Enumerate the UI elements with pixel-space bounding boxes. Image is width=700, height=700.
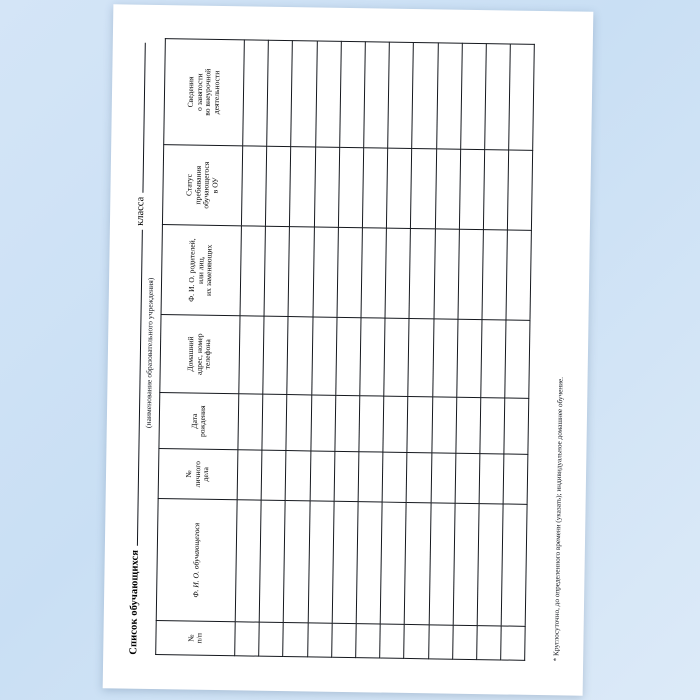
table-cell[interactable]	[360, 318, 385, 396]
table-cell[interactable]	[259, 622, 284, 656]
table-cell[interactable]	[361, 228, 387, 318]
table-cell[interactable]	[460, 43, 486, 149]
table-cell[interactable]	[387, 148, 412, 228]
table-footnote: * Круглосуточно, до определенного времени (указать); индивидуальное домашнее обучение.	[552, 376, 565, 662]
table-cell[interactable]	[266, 146, 291, 226]
table-cell[interactable]	[404, 624, 429, 658]
column-header-num	[156, 621, 236, 656]
column-header-fio-line-1: Ф. И. О. обучающегося	[190, 522, 202, 598]
table-cell[interactable]	[477, 504, 503, 626]
heading-rule-class	[134, 43, 145, 193]
table-cell[interactable]	[262, 394, 287, 450]
table-cell[interactable]	[405, 502, 431, 624]
table-cell[interactable]	[383, 396, 408, 452]
table-cell[interactable]	[313, 227, 339, 317]
table-cell[interactable]	[384, 318, 409, 396]
table-cell[interactable]	[311, 317, 336, 395]
page-title: Список обучающихся	[128, 549, 141, 655]
table-cell[interactable]	[290, 147, 315, 227]
table-cell[interactable]	[456, 319, 481, 397]
column-header-birth-date	[159, 393, 239, 450]
table-cell[interactable]	[385, 228, 411, 318]
table-cell[interactable]	[263, 316, 288, 394]
table-cell[interactable]	[485, 44, 511, 150]
heading-class-label: класса	[134, 196, 147, 226]
table-cell[interactable]	[388, 42, 414, 148]
table-body	[235, 40, 535, 660]
table-cell[interactable]	[336, 317, 361, 395]
table-cell[interactable]	[459, 149, 484, 229]
table-cell[interactable]	[291, 41, 317, 147]
table-cell[interactable]	[315, 41, 341, 147]
heading-rule-institution	[129, 230, 143, 546]
column-header-address-phone-line-1: Домашний	[185, 336, 196, 372]
table-cell[interactable]	[503, 454, 528, 504]
table-cell[interactable]	[429, 503, 455, 625]
table-cell[interactable]	[264, 226, 290, 316]
table-cell[interactable]	[479, 454, 504, 504]
table-cell[interactable]	[235, 500, 261, 622]
column-header-birth-date-line-2: рождения	[197, 405, 208, 438]
table-cell[interactable]	[453, 503, 479, 625]
column-header-address-phone-line-2: адрес, номер	[194, 333, 204, 375]
table-cell[interactable]	[482, 230, 508, 320]
table-cell[interactable]	[337, 227, 363, 317]
table-cell[interactable]	[455, 453, 480, 503]
table-cell[interactable]	[286, 395, 311, 451]
table-cell[interactable]	[501, 626, 526, 660]
column-header-num-line-2: п/п	[194, 632, 204, 644]
table-cell[interactable]	[406, 452, 431, 502]
table-cell[interactable]	[339, 41, 365, 147]
table-cell[interactable]	[241, 146, 266, 226]
column-header-parents-line-2: или лиц,	[195, 256, 206, 285]
table-cell[interactable]	[243, 40, 269, 146]
column-header-status-line-3: обучающегося	[201, 161, 211, 209]
column-header-extracurricular-line-2: о занятости	[194, 73, 204, 111]
table-cell[interactable]	[407, 396, 432, 452]
students-table	[155, 38, 535, 661]
table-cell[interactable]	[284, 501, 310, 623]
table-cell[interactable]	[334, 451, 359, 501]
column-header-status-line-2: пребывания	[192, 165, 203, 205]
column-header-parents	[161, 225, 241, 316]
form-body	[117, 22, 579, 677]
column-header-personal-file-line-3: дела	[201, 467, 211, 482]
table-cell[interactable]	[452, 625, 477, 659]
table-cell[interactable]	[356, 624, 381, 658]
table-cell[interactable]	[338, 147, 363, 227]
table-cell[interactable]	[504, 398, 529, 454]
column-header-extracurricular-line-3: во внеурочной	[202, 68, 213, 116]
table-cell[interactable]	[458, 229, 484, 319]
table-cell[interactable]	[428, 625, 453, 659]
table-cell[interactable]	[310, 395, 335, 451]
table-cell[interactable]	[509, 44, 535, 150]
table-cell[interactable]	[507, 150, 532, 230]
table-cell[interactable]	[310, 451, 335, 501]
table-cell[interactable]	[308, 501, 334, 623]
paper-sheet	[103, 4, 594, 695]
table-cell[interactable]	[314, 147, 339, 227]
table-cell[interactable]	[362, 148, 387, 228]
table-cell[interactable]	[283, 623, 308, 657]
table-cell[interactable]	[382, 452, 407, 502]
table-cell[interactable]	[480, 398, 505, 454]
table-cell[interactable]	[358, 452, 383, 502]
table-cell[interactable]	[435, 149, 460, 229]
table-cell[interactable]	[380, 624, 405, 658]
table-cell[interactable]	[331, 623, 356, 657]
form-rotation-wrapper	[117, 22, 579, 677]
table-cell[interactable]	[287, 317, 312, 395]
column-header-birth-date-line-1: Дата	[189, 413, 199, 429]
heading-subcaption: (наименование образовательного учреждения)	[143, 277, 156, 429]
table-cell[interactable]	[239, 316, 264, 394]
column-header-extracurricular-line-1: Сведения	[185, 76, 196, 108]
column-header-address-phone	[160, 315, 240, 394]
table-cell[interactable]	[259, 500, 285, 622]
column-header-personal-file-line-2: личного	[192, 460, 202, 488]
table-cell[interactable]	[364, 42, 390, 148]
table-cell[interactable]	[483, 150, 508, 230]
column-header-extracurricular	[164, 39, 245, 146]
table-cell[interactable]	[456, 397, 481, 453]
table-cell[interactable]	[431, 397, 456, 453]
table-cell[interactable]	[286, 451, 311, 501]
table-cell[interactable]	[267, 40, 293, 146]
table-cell[interactable]	[332, 501, 358, 623]
table-cell[interactable]	[237, 450, 262, 500]
column-header-fio	[156, 499, 237, 622]
column-header-extracurricular-line-4: деятельности	[211, 70, 221, 115]
column-header-num-line-1: №	[185, 634, 196, 642]
column-header-status-line-4: в ОУ	[209, 177, 220, 194]
table-cell[interactable]	[434, 229, 460, 319]
table-cell[interactable]	[409, 228, 435, 318]
table-cell[interactable]	[432, 319, 457, 397]
table-cell[interactable]	[335, 395, 360, 451]
column-header-status	[162, 145, 242, 226]
column-header-parents-line-1: Ф. И. О. родителей,	[186, 238, 197, 302]
table-cell[interactable]	[505, 320, 530, 398]
table-cell[interactable]	[380, 502, 406, 624]
table-cell[interactable]	[506, 230, 532, 320]
table-cell[interactable]	[408, 318, 433, 396]
table-cell[interactable]	[240, 226, 266, 316]
table-cell[interactable]	[431, 453, 456, 503]
table-cell[interactable]	[412, 42, 438, 148]
table-cell[interactable]	[481, 320, 506, 398]
column-header-personal-file	[158, 449, 238, 500]
table-cell[interactable]	[288, 227, 314, 317]
table-cell[interactable]	[356, 502, 382, 624]
column-header-parents-line-3: их заменяющих	[204, 244, 214, 296]
table-header-row	[156, 39, 245, 656]
column-header-address-phone-line-3: телефона	[202, 339, 213, 370]
table-cell[interactable]	[411, 148, 436, 228]
table-cell[interactable]	[501, 504, 527, 626]
table-cell[interactable]	[359, 396, 384, 452]
table-cell[interactable]	[436, 43, 462, 149]
column-header-personal-file-line-1: №	[184, 470, 194, 478]
table-cell[interactable]	[477, 626, 502, 660]
column-header-status-line-1: Статус	[184, 173, 194, 197]
table-cell[interactable]	[261, 450, 286, 500]
table-cell[interactable]	[238, 394, 263, 450]
table-cell[interactable]	[235, 622, 260, 656]
table-cell[interactable]	[307, 623, 332, 657]
